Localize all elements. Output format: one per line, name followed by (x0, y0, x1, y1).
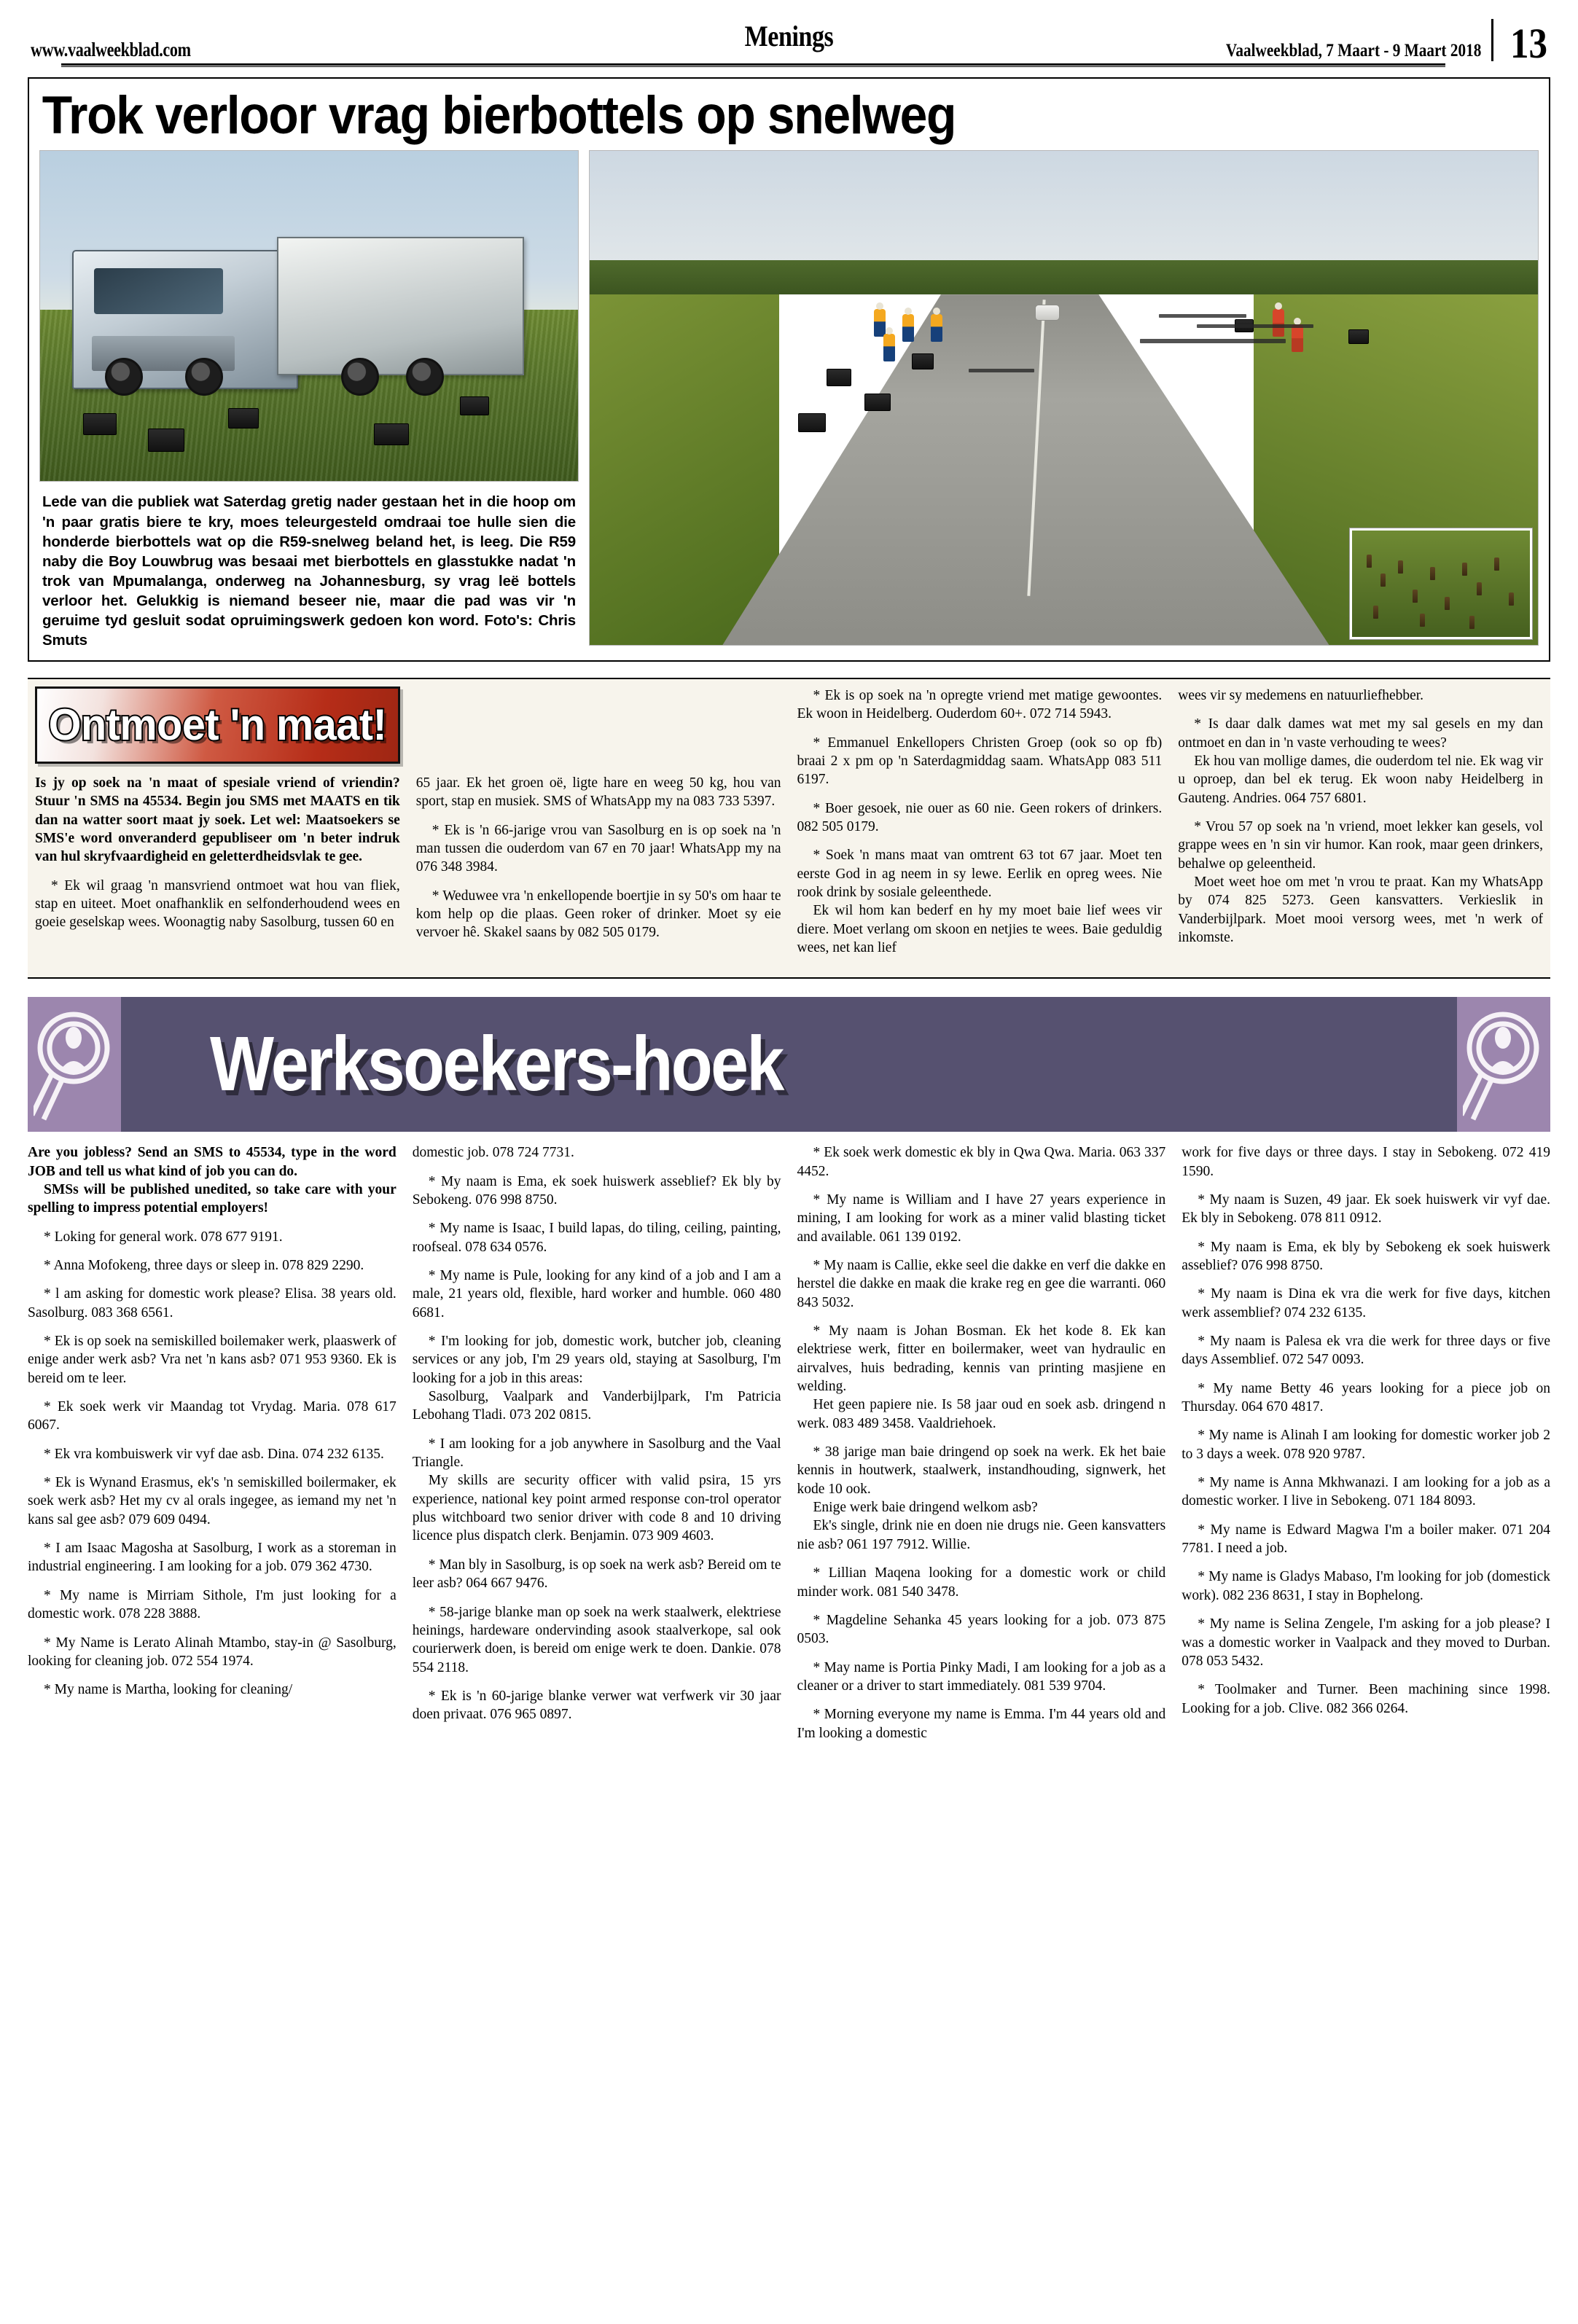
werk-ad: * My name is Pule, looking for any kind of a job and I am a male, 21 years old, flexible, hard worker and humble. 060 480 6681. (412, 1268, 781, 1321)
werk-ad: * I am looking for a job anywhere in Sasolburg and the Vaal Triangle. (412, 1436, 781, 1471)
page-title: Menings (744, 20, 834, 52)
glass-debris (1197, 324, 1313, 328)
job-seekers-title-pane (121, 997, 1457, 1132)
werk-column-3 (797, 1143, 1166, 1753)
maat-ad: * Vrou 57 op soek na 'n vriend, moet lekker kan gesels, vol grappe wees en 'n sin vir humor. Kan rook, maar geen drinkers, behalwe op geleentheid. (1178, 818, 1543, 872)
glass-debris (1159, 314, 1246, 318)
masthead-row (31, 19, 1547, 67)
werk-ad: * My naam is Ema, ek soek huiswerk asseblief? Ek bly by Sebokeng. 076 998 8750. (412, 1173, 781, 1208)
werk-ad: * My name is William and I have 27 years experience in mining, I am looking for work as a miner valid blasting ticket and available. 061 139 0192. (797, 1192, 1166, 1245)
job-seekers-banner (28, 995, 1550, 1132)
werk-ad: * My naam is Ema, ek bly by Sebokeng ek soek huiswerk asseblief? 076 998 8750. (1181, 1239, 1550, 1274)
werk-ad: * Toolmaker and Turner. Been machining since 1998. Looking for a job. Clive. 082 366 0264. (1181, 1682, 1550, 1716)
werk-ad-continuation: My skills are security officer with valid psira, 15 yrs experience, national key point armed response con-trol operator plus witchboard two senior driver with code 8 and 10 driving licence plus dispatch clerk. Benjamin. 073 909 4603. (412, 1473, 781, 1544)
truck-wheel (185, 358, 223, 396)
beer-bottle (1373, 606, 1378, 619)
werk-ad: * My name is Selina Zengele, I'm asking for a job please? I was a domestic worker in Vaalpack and they moved to Durban. 078 053 5432. (1181, 1616, 1550, 1669)
cleanup-worker (874, 309, 886, 337)
werk-column-4 (1181, 1143, 1550, 1753)
maat-column-4 (1178, 686, 1543, 967)
werk-ad: * I am Isaac Magosha at Sasolburg, I work as a storeman in industrial engineering. I am looking for a job. 079 362 4730. (28, 1541, 397, 1575)
werk-ad: * Ek soek werk domestic ek bly in Qwa Qwa. Maria. 063 337 4452. (797, 1145, 1166, 1179)
werk-ad: * Anna Mofokeng, three days or sleep in. 078 829 2290. (44, 1258, 364, 1274)
maat-col1-text (35, 774, 400, 932)
werk-ad: * My name is Gladys Mabaso, I'm looking for job (domestick work). 082 236 8631, I stay in Bophelong. (1181, 1569, 1550, 1603)
werk-ad: * My name is Isaac, I build lapas, do tiling, ceiling, painting, roofseal. 078 634 0576. (412, 1221, 781, 1255)
lead-story (28, 77, 1550, 662)
cleanup-worker (1292, 324, 1303, 352)
werk-ad: * Ek is 'n 60-jarige blanke verwer wat verfwerk vir 30 jaar doen privaat. 076 965 0897. (412, 1688, 781, 1723)
photo-caption: Lede van die publiek wat Saterdag gretig nader gestaan het in die hoop om 'n paar gratis biere te kry, moes teleurgesteld omdraai toe hulle sien die honderde bierbottels wat op die R59-snelweg beland het, is leeg. Die R59 naby die Boy Louwbrug was besaai met bierbottels en glasstukke nadat 'n trok van Mpumalanga, onderweg na Johannesburg, sy vrag leë bottels verloor het. Gelukkig is niemand beseer nie, maar die pad was vir 'n geruime tyd gesluit sodat opruimingswerk gedoen kon word. Foto's: Chris Smuts (42, 493, 576, 649)
lead-left-column (39, 150, 579, 649)
beer-bottle (1380, 574, 1386, 587)
beer-bottle (1477, 582, 1482, 595)
werk-ad: * Ek is op soek na semiskilled boilemaker werk, plaaswerk of enige ander werk asb? Vra net 'n kans asb? 071 953 9360. Ek is bereid om te leer. (28, 1334, 397, 1386)
maat-ad: * Boer gesoek, nie ouer as 60 nie. Geen rokers of drinkers. 082 505 0179. (797, 800, 1163, 834)
maat-ad: * Emmanuel Enkellopers Christen Groep (ook so op fb) braai 2 x pm op 'n Saterdagmiddag saam. WhatsApp 083 511 6197. (797, 735, 1163, 788)
werk-ad-continuation: Sasolburg, Vaalpark and Vanderbijlpark, I'm Patricia Lebohang Tladi. 073 202 0815. (412, 1389, 781, 1423)
werk-ad: * Lillian Maqena looking for a domestic work or child minder work. 081 540 3478. (797, 1565, 1166, 1600)
beer-crate (827, 369, 851, 386)
truck-trailer (277, 237, 524, 375)
maat-column-1 (35, 686, 400, 967)
photo-inset-bottles-closeup (1350, 528, 1532, 639)
maat-ad: * Ek is 'n 66-jarige vrou van Sasolburg en is op soek na 'n man tussen die ouderdom van 67 en 70 jaar! WhatsApp my na 076 348 3984. (415, 822, 781, 875)
job-seekers-right-icon-pane (1457, 997, 1550, 1132)
masthead-divider (1491, 19, 1493, 61)
werk-ad: * My naam is Palesa ek vra die werk for three days or five days Assemblief. 072 547 0093. (1181, 1334, 1550, 1368)
glass-debris (969, 369, 1034, 372)
werk-col3-text (797, 1143, 1166, 1742)
maat-column-2 (416, 686, 781, 967)
beer-bottle (1413, 590, 1418, 603)
beer-crate (148, 429, 184, 452)
werk-ad: * Loking for general work. 078 677 9191. (44, 1229, 283, 1245)
werk-ad: * 58-jarige blanke man op soek na werk staalwerk, elektriese heinings, hardeware ondervinding asook staalverkope, sal ook courierwerk doen, is bereid om enige werk te doen. Dankie. 078 554 2118. (412, 1604, 781, 1675)
werk-ad: * My name is Martha, looking for cleaning/ (44, 1682, 293, 1698)
maat-ad: * Soek 'n mans maat van omtrent 63 tot 67 jaar. Moet ten eerste God in ag neem in sy lewe. Eerlik en opreg wees. Nie rook drink by sosiale geleenthede. (797, 848, 1163, 900)
meet-a-friend-banner-title: Ontmoet 'n maat! (48, 700, 387, 750)
werk-intro-2: SMSs will be published unedited, so take care with your spelling to impress potential employers! (28, 1181, 397, 1216)
beer-bottle (1398, 560, 1403, 574)
beer-crate (864, 394, 891, 411)
werk-ad: * Magdeline Sehanka 45 years looking for a job. 073 875 0503. (797, 1612, 1166, 1647)
beer-crate (228, 408, 259, 429)
maat-intro: Is jy op soek na 'n maat of spesiale vriend of vriendin? Stuur 'n SMS na 45534. Begin jou SMS met MAATS en tik dan na watter soort maat jy soek. Let wel: Maatsoekers se SMS'e word onveranderd gepubliseer om 'n beter indruk van hul skryfvaardigheid en geletterdheidsvlak te gee. (35, 775, 400, 865)
truck-wheel (406, 358, 444, 396)
maat-ad: * Is daar dalk dames wat met my sal gesels en my dan ontmoet en dan in 'n vaste verhouding te wees? (1178, 716, 1543, 751)
beer-bottle (1469, 616, 1475, 629)
beer-crate (1348, 329, 1369, 344)
beer-crate (460, 396, 489, 415)
beer-bottle (1367, 555, 1372, 568)
page-number: 13 (1509, 20, 1547, 68)
werk-ad-continuation: Enige werk baie dringend welkom asb? (813, 1500, 1038, 1516)
maat-ad-continuation: Ek wil hom kan bederf en hy my moet baie lief wees vir diere. Moet verlang om skoon en netjies te wees. Baie geduldig wees, net kan lief (797, 903, 1163, 955)
werk-col2-text (413, 1143, 781, 1724)
werk-ad-continuation: domestic job. 078 724 7731. (412, 1145, 574, 1161)
masthead-website-url[interactable]: www.vaalweekblad.com (31, 39, 191, 60)
beer-bottle (1445, 597, 1450, 610)
werk-intro-1: Are you jobless? Send an SMS to 45534, type in the word JOB and tell us what kind of job you can do. (28, 1145, 397, 1179)
werk-ad: * My naam is Johan Bosman. Ek het kode 8. Ek kan elektriese werk, fitter en boilermaker, weet van hydraulic en airvalves, huis bedrading, kennis van printing masjiene en welding. (797, 1323, 1166, 1395)
photo-truck-on-roadside (39, 150, 579, 482)
photo-treeline (590, 260, 1538, 294)
lead-story-grid (39, 150, 1539, 649)
werk-ad: * 38 jarige man baie dringend op soek na werk. Ek het baie kennis in houtwerk, staalwerk, instandhouding, signwerk, het kode 10 ook. (797, 1444, 1166, 1497)
masthead-rule (61, 63, 1445, 67)
werk-ad: * My name is Alinah I am looking for domestic worker job 2 to 3 days a week. 078 920 9787. (1181, 1428, 1550, 1462)
glass-debris (1140, 339, 1286, 343)
lead-headline: Trok verloor vrag bierbottels op snelweg (42, 86, 956, 145)
werk-ad: * My name is Mirriam Sithole, I'm just looking for a domestic work. 078 228 3888. (28, 1587, 397, 1622)
werk-col4-text (1181, 1143, 1550, 1718)
beer-bottle (1494, 557, 1499, 571)
maat-ad-continuation: 65 jaar. Ek het groen oë, ligte hare en weeg 50 kg, hou van sport, stap en musiek. SMS of WhatsApp my na 083 733 5397. (415, 775, 781, 810)
magnifier-person-icon (1463, 1006, 1543, 1122)
werk-ad-continuation: Het geen papiere nie. Is 58 jaar oud en soek asb. dringend n werk. 083 489 3458. Vaaldriehoek. (797, 1397, 1166, 1431)
beer-bottle (1420, 614, 1425, 627)
maat-col4-text (1178, 686, 1543, 947)
beer-crate (912, 353, 934, 369)
photo-highway-surface (722, 294, 1329, 645)
lead-right-column (589, 150, 1539, 646)
photo-left-verge (590, 294, 779, 645)
truck-windshield (94, 268, 223, 314)
page-body (0, 77, 1578, 1753)
beer-crate (374, 423, 409, 445)
beer-bottle (1462, 563, 1467, 576)
maat-ad: * Ek wil graag 'n mansvriend ontmoet wat hou van fliek, stap en uiteet. Moet onafhanklik en selfonderhoudend wees en goeie geselskap wees. Woonagtig naby Sasolburg, tussen 60 en (35, 877, 400, 931)
werk-ad: * I'm looking for job, domestic work, butcher job, cleaning services or any job, I'm 29 years old, staying at Sasolburg, I'm looking for a job in this areas: (412, 1334, 781, 1386)
werk-ad: * My name is Edward Magwa I'm a boiler maker. 071 204 7781. I need a job. (1181, 1522, 1550, 1557)
cleanup-worker (1273, 309, 1284, 337)
werk-col1-text (28, 1143, 397, 1699)
truck-wheel (341, 358, 379, 396)
werk-ad: * l am asking for domestic work please? Elisa. 38 years old. Sasolburg. 083 368 6561. (28, 1286, 397, 1321)
werk-ad: * My name Betty 46 years looking for a piece job on Thursday. 064 670 4817. (1181, 1380, 1550, 1415)
werk-ad: * Ek vra kombuiswerk vir vyf dae asb. Dina. 074 232 6135. (44, 1446, 384, 1462)
werk-ad: * Ek soek werk vir Maandag tot Vrydag. Maria. 078 617 6067. (28, 1399, 397, 1433)
publication-date: Vaalweekblad, 7 Maart - 9 Maart 2018 (1225, 41, 1482, 60)
maat-ad: * Ek is op soek na 'n opregte vriend met matige gewoontes. Ek woon in Heidelberg. Ouderdom 60+. 072 714 5943. (797, 687, 1163, 722)
beer-bottle (1430, 567, 1435, 580)
werk-ad: * Ek is Wynand Erasmus, ek's 'n semiskilled boilermaker, ek soek werk asb? Het my cv al orals ingegee, as iemand my net 'n kans sal gee asb? 079 609 0494. (28, 1475, 397, 1527)
job-seekers-left-icon-pane (28, 997, 121, 1132)
cleanup-worker (931, 314, 942, 342)
werk-ad: * My Name is Lerato Alinah Mtambo, stay-in @ Sasolburg, looking for cleaning job. 072 554 1974. (28, 1635, 397, 1669)
beer-crate (83, 413, 117, 435)
maat-col2-text (416, 774, 781, 942)
maat-col3-text (797, 686, 1163, 957)
meet-a-friend-columns (35, 686, 1543, 967)
werk-ad-continuation: work for five days or three days. I stay in Sebokeng. 072 419 1590. (1181, 1145, 1550, 1179)
werk-ad: * Morning everyone my name is Emma. I'm 44 years old and I'm looking a domestic (797, 1707, 1166, 1741)
werk-ad: * May name is Portia Pinky Madi, I am looking for a job as a cleaner or a driver to start immediately. 081 539 9704. (797, 1659, 1166, 1694)
werk-ad: * Man bly in Sasolburg, is op soek na werk asb? Bereid om te leer asb? 064 667 9476. (412, 1557, 781, 1592)
maat-column-3 (797, 686, 1163, 967)
job-seekers-section (28, 995, 1550, 1753)
werk-ad: * My naam is Suzen, 49 jaar. Ek soek huiswerk vir vyf dae. Ek bly in Sebokeng. 078 811 0912. (1181, 1192, 1550, 1226)
werk-ad-continuation: Ek's single, drink nie en doen nie drugs nie. Geen kansvatters nie asb? 061 197 7912. Willie. (797, 1518, 1166, 1552)
magnifier-person-icon (34, 1006, 114, 1122)
werk-column-1 (28, 1143, 397, 1753)
werk-ad: * My name is Anna Mkhwanazi. I am looking for a job as a domestic worker. I live in Sebokeng. 071 184 8093. (1181, 1475, 1550, 1509)
photo-distant-car (1035, 305, 1060, 321)
beer-crate (798, 413, 826, 432)
job-seekers-columns (28, 1143, 1550, 1753)
werk-ad: * My naam is Callie, ekke seel die dakke en verf die dakke en herstel die dakke en maak die krake reg en gee die warranti. 060 843 5032. (797, 1258, 1166, 1310)
job-seekers-banner-title: Werksoekers-hoek (210, 1021, 783, 1108)
masthead (0, 0, 1578, 67)
meet-a-friend-banner (35, 686, 400, 764)
maat-ad-continuation: Ek hou van mollige dames, die ouderdom tel nie. Ek wag vir u oproep, dan bel ek terug. Ek woon naby Heidelberg in Gauteng. Andries. 064 757 6801. (1178, 753, 1543, 806)
werk-column-2 (413, 1143, 781, 1753)
maat-col2-spacer (416, 686, 781, 774)
truck-wheel (105, 358, 143, 396)
werk-ad: * My naam is Dina ek vra die werk for five days, kitchen werk assemblief? 074 232 6135. (1181, 1286, 1550, 1321)
cleanup-worker (902, 314, 914, 342)
cleanup-worker (883, 334, 895, 361)
maat-ad: * Weduwee vra 'n enkellopende boertjie in sy 50's om haar te kom help op die plaas. Geen roker of drinker. Moet sy eie vervoer hê. Skakel saans by 082 505 0179. (415, 888, 781, 941)
maat-ad-continuation: Moet weet hoe om met 'n vrou te praat. Kan my WhatsApp by 074 825 5273. Geen kansvatters. Verkieslik in Vanderbijlpark. Moet mooi versorg wees, met 'n werk of inkomste. (1178, 874, 1543, 945)
photo-highway-cleanup (589, 150, 1539, 646)
maat-ad-continuation: wees vir sy medemens en natuurliefhebber. (1178, 687, 1424, 703)
meet-a-friend-section (28, 678, 1550, 979)
beer-bottle (1509, 592, 1514, 606)
